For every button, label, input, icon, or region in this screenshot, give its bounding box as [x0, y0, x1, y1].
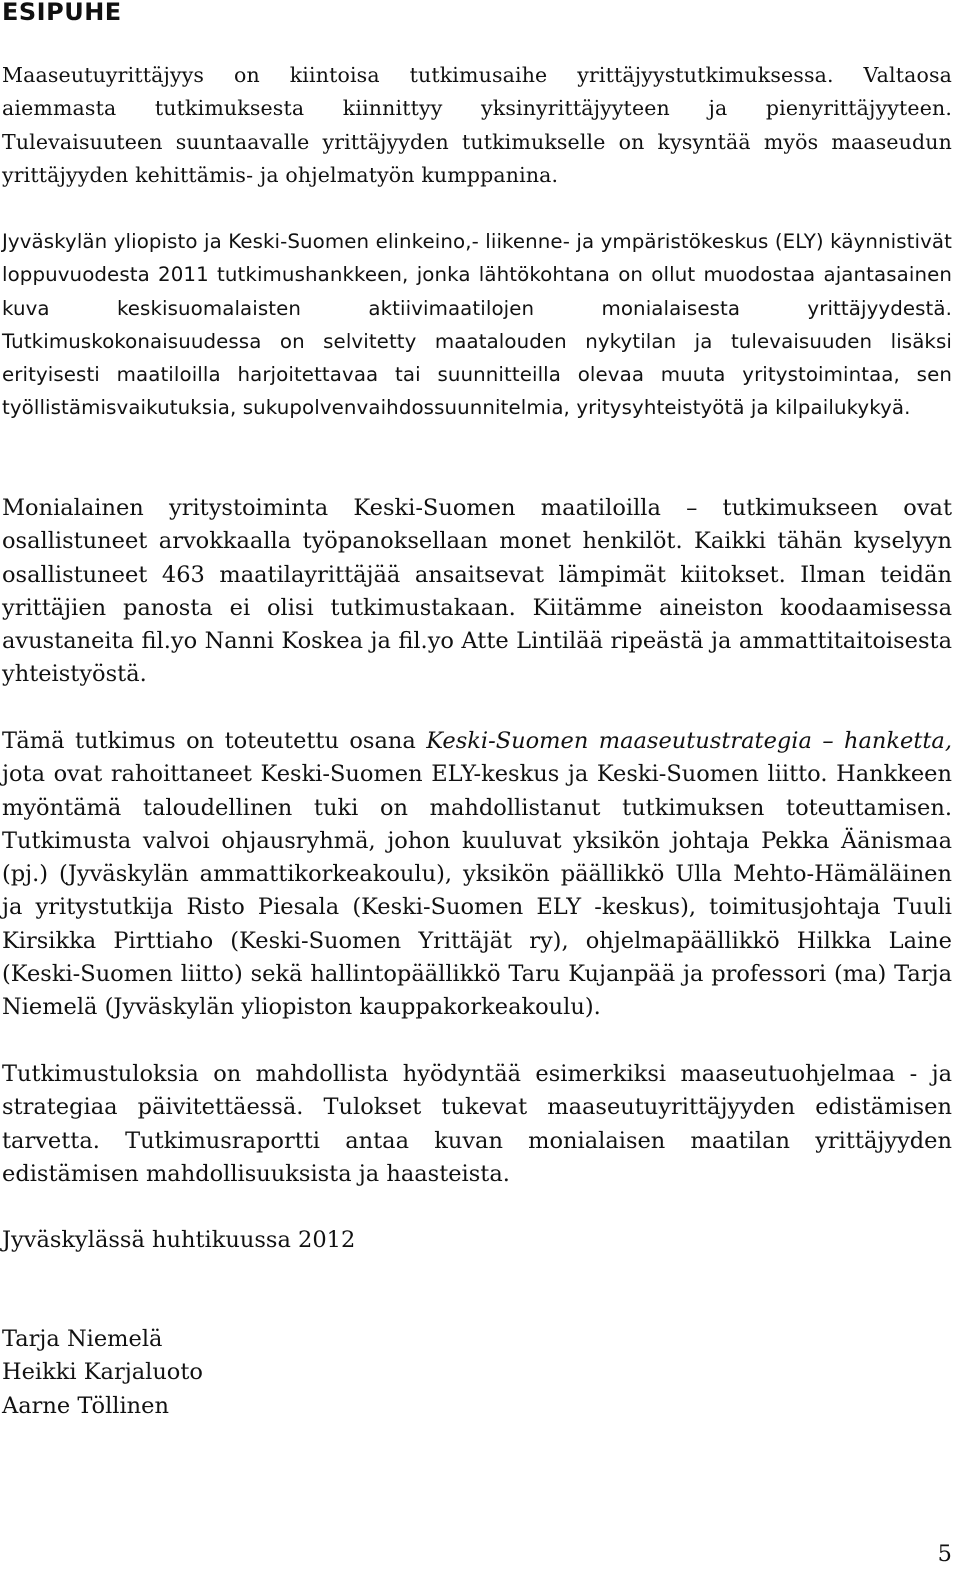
- page-number: 5: [937, 1541, 952, 1567]
- paragraph-results: Tutkimustuloksia on mahdollista hyödyntää esimerkiksi maaseutuohjelmaa - ja strategiaa päivitettäessä. Tulokset tukevat maaseutuyrittäjyyden edistämisen tarvetta. Tutkimusraportti antaa kuvan monialaisen maatilan yrittäjyyden edistämisen mahdollisuuksista ja haasteista.: [2, 1061, 952, 1187]
- project-name: Keski-Suomen maaseutustrategia – hanketta,: [426, 728, 952, 754]
- signer-name: Aarne Töllinen: [2, 1392, 169, 1419]
- signer-name: Heikki Karjaluoto: [2, 1359, 203, 1386]
- signer-name: Tarja Niemelä: [2, 1326, 163, 1352]
- paragraph-project-background: Jyväskylän yliopisto ja Keski-Suomen elinkeino,- liikenne- ja ympäristökeskus (ELY) käynnistivät loppuvuodesta 2011 tutkimushankkeen, jonka lähtökohtana on ollut muodostaa ajantasainen kuva keskisuomalaisten aktiivimaatilojen monialaisesta yrittäjyydestä. Tutkimuskokonaisuudessa on selvitetty maatalouden nykytilan ja tulevaisuuden lisäksi erityisesti maatiloilla harjoitettavaa tai suunnitteilla olevaa muuta yritystoimintaa, sen työllistämisvaikutuksia, sukupolvenvaihdossuunnitelmia, yritysyhteistyötä ja kilpailukykyä.: [2, 230, 952, 420]
- funding-text-before: Tämä tutkimus on toteutettu osana: [2, 728, 427, 754]
- page-heading: ESIPUHE: [2, 0, 122, 26]
- place-and-date: Jyväskylässä huhtikuussa 2012: [2, 1227, 356, 1253]
- paragraph-acknowledgements: Monialainen yritystoiminta Keski-Suomen maatiloilla – tutkimukseen ovat osallistuneet arvokkaalla työpanoksellaan monet henkilöt. Kaikki tähän kyselyyn osallistuneet 463 maatilayrittäjää ansaitsevat lämpimät kiitokset. Ilman teidän yrittäjien panosta ei olisi tutkimustakaan. Kiitämme aineiston koodaamisessa avustaneita fil.yo Nanni Koskea ja fil.yo Atte Lintilää ripeästä ja ammattitaitoisesta yhteistyöstä.: [2, 495, 952, 688]
- paragraph-intro: Maaseutuyrittäjyys on kiintoisa tutkimusaihe yrittäjyystutkimuksessa. Valtaosa aiemmasta tutkimuksesta kiinnittyy yksinyrittäjyyteen ja pienyrittäjyyteen. Tulevaisuuteen suuntaavalle yrittäjyyden tutkimukselle on kysyntää myös maaseudun yrittäjyyden kehittämis- ja ohjelmatyön kumppanina.: [2, 63, 952, 187]
- signers-list: [2, 1323, 203, 1423]
- funding-text-after: jota ovat rahoittaneet Keski-Suomen ELY-keskus ja Keski-Suomen liitto. Hankkeen myöntämä taloudellinen tuki on mahdollistanut tutkimuksen toteuttamisen. Tutkimusta valvoi ohjausryhmä, johon kuuluvat yksikön johtaja Pekka Äänismaa (pj.) (Jyväskylän ammattikorkeakoulu), yksikön päällikkö Ulla Mehto-Hämäläinen ja yritystutkija Risto Piesala (Keski-Suomen ELY -keskus), toimitusjohtaja Tuuli Kirsikka Pirttiaho (Keski-Suomen Yrittäjät ry), ohjelmapäällikkö Hilkka Laine (Keski-Suomen liitto) sekä hallintopäällikkö Taru Kujanpää ja professori (ma) Tarja Niemelä (Jyväskylän yliopiston kauppakorkeakoulu).: [2, 761, 952, 1021]
- paragraph-funding: [2, 725, 952, 1025]
